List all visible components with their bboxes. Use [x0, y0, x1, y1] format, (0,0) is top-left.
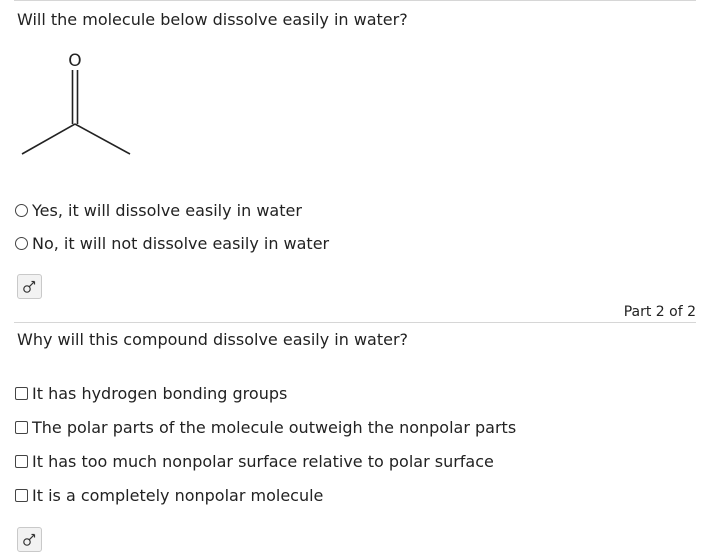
checkbox[interactable]	[15, 421, 28, 434]
checkbox-option-label: It has too much nonpolar surface relative to polar surface	[32, 452, 494, 471]
checkbox-option-polar-outweigh[interactable]	[15, 418, 516, 437]
pencil-tool-icon	[22, 279, 37, 294]
part-indicator: Part 2 of 2	[623, 304, 696, 320]
radio-option-label: Yes, it will dissolve easily in water	[32, 201, 302, 220]
radio-button[interactable]	[15, 204, 28, 217]
acetone-structure	[16, 48, 140, 160]
part1-question: Will the molecule below dissolve easily in water?	[17, 10, 408, 29]
checkbox-option-label: It is a completely nonpolar molecule	[32, 486, 324, 505]
checkbox[interactable]	[15, 455, 28, 468]
part-divider	[14, 322, 696, 323]
explanation-tool-button[interactable]	[17, 274, 42, 299]
radio-option-label: No, it will not dissolve easily in water	[32, 234, 330, 253]
checkbox-option-completely-nonpolar[interactable]	[15, 486, 323, 505]
checkbox-option-label: It has hydrogen bonding groups	[32, 384, 288, 403]
checkbox[interactable]	[15, 489, 28, 502]
top-divider	[14, 0, 696, 1]
right-methyl-bond	[75, 124, 130, 154]
checkbox-option-too-much-nonpolar[interactable]	[15, 452, 494, 471]
explanation-tool-button[interactable]	[17, 527, 42, 552]
checkbox-option-label: The polar parts of the molecule outweigh the nonpolar parts	[32, 418, 517, 437]
checkbox[interactable]	[15, 387, 28, 400]
part2-question: Why will this compound dissolve easily in water?	[17, 330, 409, 349]
radio-option-no[interactable]	[15, 234, 329, 253]
left-methyl-bond	[22, 124, 75, 154]
radio-option-yes[interactable]	[15, 201, 302, 220]
checkbox-option-hydrogen-bonding[interactable]	[15, 384, 287, 403]
radio-button[interactable]	[15, 237, 28, 250]
oxygen-atom-label: O	[68, 51, 82, 71]
pencil-tool-icon	[22, 532, 37, 547]
